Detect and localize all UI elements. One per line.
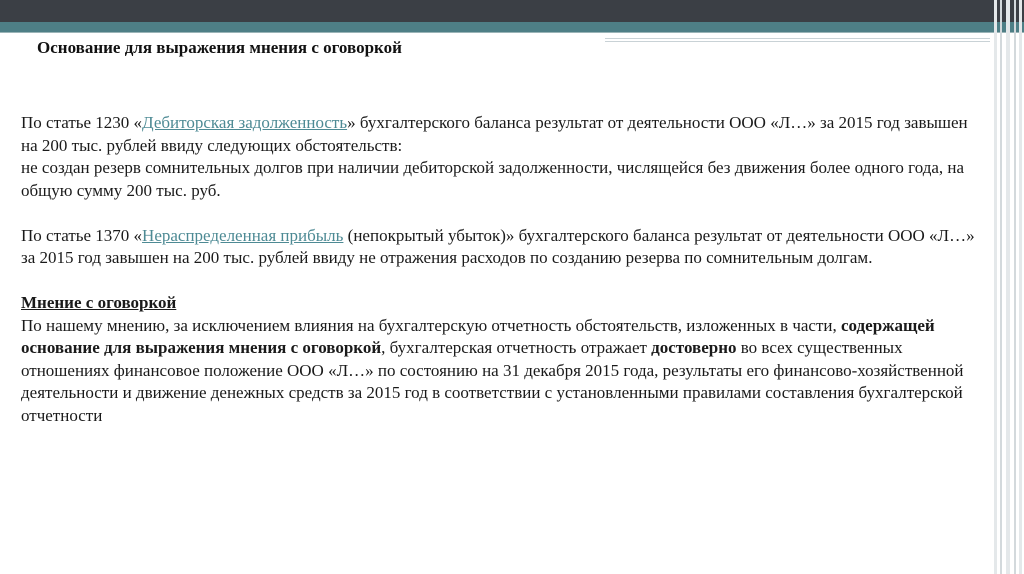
paragraph-reserve: не создан резерв сомнительных долгов при наличии дебиторской задолженности, числящейся без движения более одного года, на общую сумму 200 тыс. руб. (21, 158, 965, 200)
link-retained-earnings[interactable]: Нераспределенная прибыль (142, 225, 344, 245)
paragraph-text: По статье 1370 « (21, 225, 143, 245)
opinion-heading (21, 292, 987, 315)
side-decoration-stripe (994, 0, 997, 574)
spacer (21, 270, 987, 293)
paragraph-retained-earnings (21, 225, 987, 270)
slide-content (21, 112, 987, 427)
title-rule-lower (605, 41, 990, 42)
top-bar-divider (0, 32, 1024, 33)
paragraph-text: По статье 1230 « (21, 113, 143, 132)
side-decoration-stripe (1000, 0, 1002, 574)
paragraph-opinion (21, 315, 987, 428)
side-decoration-stripe (1014, 0, 1016, 574)
side-decoration-stripe (1006, 0, 1010, 574)
paragraph-text: , бухгалтерская отчетность отражает (381, 338, 652, 357)
emphasis-text: достоверно (651, 338, 737, 357)
title-rule-upper (605, 38, 990, 39)
top-bar-dark (0, 0, 1024, 22)
paragraph-text: » бухгалтерского баланса результат от деятельности ООО «Л…» за 2015 год завышен на 200 тыс. рублей ввиду следующих обстоятельств: (21, 113, 968, 155)
spacer (21, 202, 987, 225)
top-bar-accent (0, 22, 1024, 32)
paragraph-text: (непокрытый убыток)» бухгалтерского баланса результат от деятельности ООО «Л…» за 2015 год завышен на 200 тыс. рублей ввиду не отражения расходов по созданию резерва по сомнительным долгам. (21, 225, 975, 267)
paragraph-text: По нашему мнению, за исключением влияния на бухгалтерскую отчетность обстоятельств, изложенных в части, (21, 315, 841, 335)
paragraph-text: во всех существенных отношениях финансовое положение ООО «Л…» по состоянию на 31 декабря 2015 года, результаты его финансово-хозяйственной деятельности и движение денежных средств за 2015 год в соответствии с установленными правилами составления бухгалтерской отчетности (21, 338, 964, 425)
slide-title: Основание для выражения мнения с оговоркой (37, 38, 402, 57)
side-decoration-stripe (1019, 0, 1022, 574)
emphasis-text: содержащей основание для выражения мнения с оговоркой (21, 315, 935, 357)
link-receivables[interactable]: Дебиторская задолженность (142, 113, 348, 132)
paragraph-receivables (21, 112, 987, 157)
opinion-heading-text: Мнение с оговоркой (21, 293, 177, 312)
